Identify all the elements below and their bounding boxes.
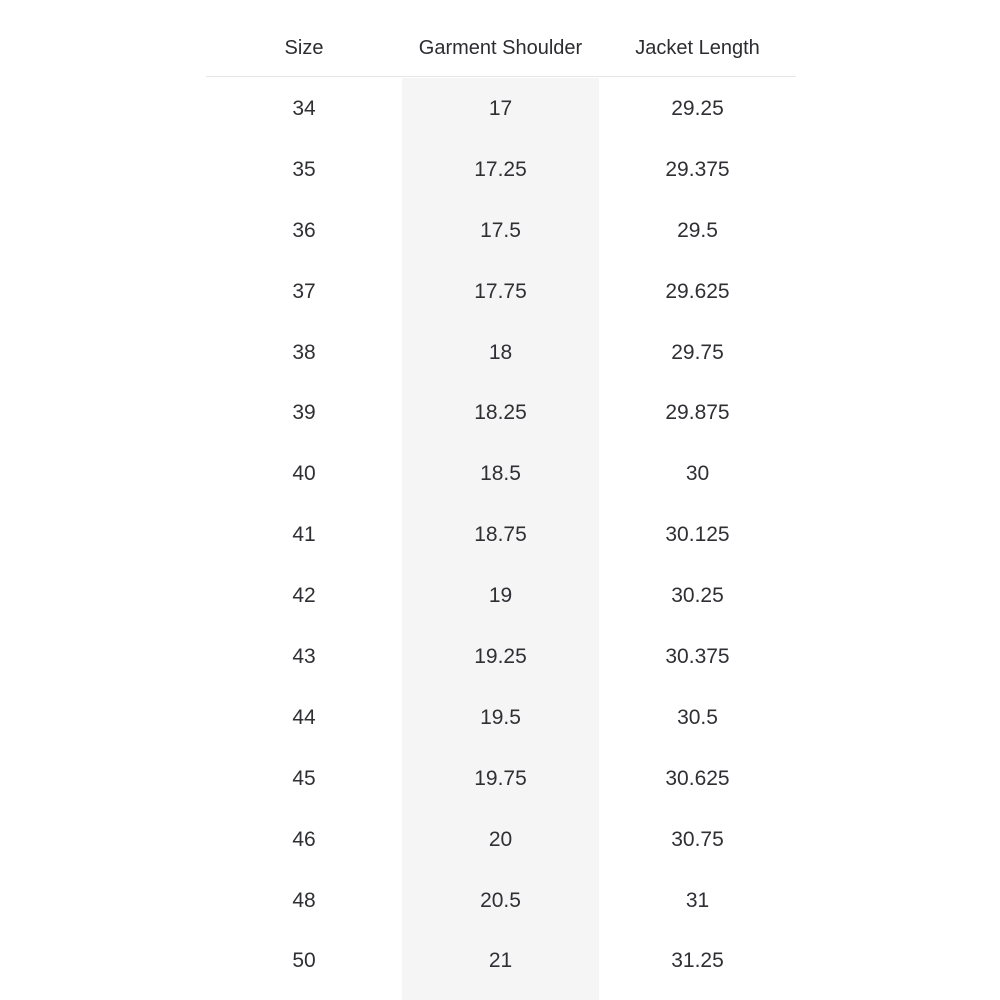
cell-jacket-length: 31 — [685, 888, 710, 912]
header-garment-shoulder: Garment Shoulder — [418, 37, 583, 59]
table-header-row — [206, 0, 796, 77]
cell-garment-shoulder: 18 — [488, 340, 513, 364]
cell-jacket-length: 29.875 — [665, 401, 730, 425]
cell-size: 44 — [292, 705, 316, 729]
cell-jacket-length: 29.5 — [677, 218, 718, 242]
cell-garment-shoulder: 17.75 — [474, 279, 527, 303]
cell-jacket-length: 30.625 — [665, 766, 730, 790]
cell-size: 41 — [292, 523, 316, 547]
table-row — [206, 747, 796, 808]
table-row — [206, 77, 796, 138]
table-row — [206, 321, 796, 382]
table-row — [206, 381, 796, 442]
cell-garment-shoulder: 20.5 — [480, 888, 521, 912]
table-row — [206, 442, 796, 503]
table-body — [206, 77, 796, 990]
cell-garment-shoulder: 17.25 — [474, 157, 527, 181]
cell-size: 36 — [292, 218, 316, 242]
cell-jacket-length: 30.75 — [671, 827, 724, 851]
cell-size: 40 — [292, 462, 316, 486]
table-row — [206, 808, 796, 869]
table-row — [206, 564, 796, 625]
table-row — [206, 260, 796, 321]
cell-size: 39 — [292, 401, 316, 425]
cell-garment-shoulder: 18.5 — [480, 462, 521, 486]
cell-size: 45 — [292, 766, 316, 790]
table-row — [206, 869, 796, 930]
cell-jacket-length: 30.125 — [665, 523, 730, 547]
size-chart-table — [206, 0, 796, 990]
cell-jacket-length: 29.375 — [665, 157, 730, 181]
table-row — [206, 199, 796, 260]
cell-size: 50 — [292, 949, 316, 973]
cell-garment-shoulder: 17.5 — [480, 218, 521, 242]
table-row — [206, 625, 796, 686]
cell-size: 37 — [292, 279, 316, 303]
cell-garment-shoulder: 19.75 — [474, 766, 527, 790]
header-jacket-length: Jacket Length — [635, 37, 760, 59]
cell-size: 48 — [292, 888, 316, 912]
cell-garment-shoulder: 18.75 — [474, 523, 527, 547]
cell-garment-shoulder: 21 — [488, 949, 513, 973]
cell-size: 38 — [292, 340, 316, 364]
cell-garment-shoulder: 17 — [488, 97, 513, 120]
cell-garment-shoulder: 19 — [488, 584, 513, 608]
cell-size: 34 — [292, 97, 316, 120]
cell-jacket-length: 29.625 — [665, 279, 730, 303]
table-row — [206, 929, 796, 990]
cell-jacket-length: 30.25 — [671, 584, 724, 608]
table-row — [206, 686, 796, 747]
cell-garment-shoulder: 19.5 — [480, 705, 521, 729]
cell-jacket-length: 31.25 — [671, 949, 724, 973]
cell-jacket-length: 30 — [685, 462, 710, 486]
cell-garment-shoulder: 18.25 — [474, 401, 527, 425]
cell-jacket-length: 29.25 — [671, 97, 724, 120]
table-row — [206, 138, 796, 199]
cell-garment-shoulder: 20 — [488, 827, 513, 851]
cell-garment-shoulder: 19.25 — [474, 645, 527, 669]
cell-size: 43 — [292, 645, 316, 669]
table-row — [206, 503, 796, 564]
cell-size: 42 — [292, 584, 316, 608]
cell-jacket-length: 30.5 — [677, 705, 718, 729]
cell-size: 46 — [292, 827, 316, 851]
header-size: Size — [284, 37, 324, 59]
cell-size: 35 — [292, 157, 316, 181]
cell-jacket-length: 29.75 — [671, 340, 724, 364]
cell-jacket-length: 30.375 — [665, 645, 730, 669]
